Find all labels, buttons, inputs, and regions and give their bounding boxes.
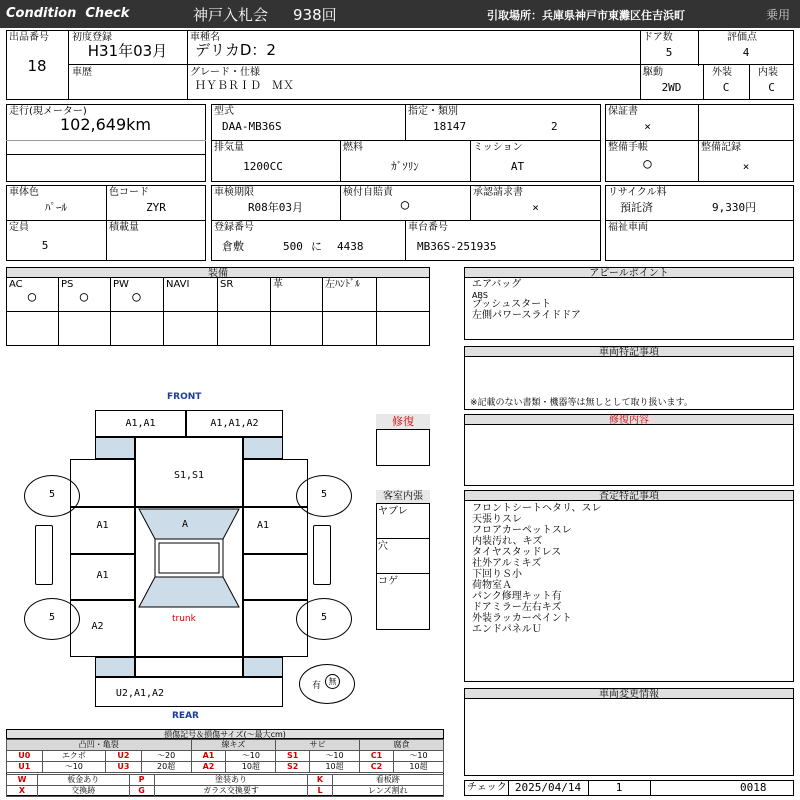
first-reg-label: 初度登録 (72, 32, 112, 43)
plate-class: 500 (283, 240, 303, 253)
manual-value: ○ (643, 156, 652, 172)
legend-group-dent: 凸凹・亀裂 (7, 740, 192, 751)
legend-title: 損傷記号＆損傷サイズ(〜最大cm) (6, 729, 444, 739)
chassis-label: 車台番号 (408, 222, 448, 233)
plate-area: 倉敷 (222, 240, 244, 253)
legend-desc: 〜10 (394, 751, 444, 762)
fuel-value: ｶﾞｿﾘﾝ (391, 160, 419, 173)
recycle-fee: 9,330円 (712, 201, 757, 214)
pickup-location: 引取場所：兵庫県神戸市東灘区住吉浜町 (487, 9, 685, 22)
equip-ac-label: AC (9, 279, 23, 290)
hood-damage: S1,S1 (173, 470, 205, 481)
legend-code: U0 (7, 751, 43, 762)
trunk-label: trunk (172, 614, 196, 624)
displacement-label: 排気量 (214, 142, 244, 153)
right-rear-door (243, 554, 308, 600)
equip-navi-label: NAVI (166, 279, 190, 290)
appeal-line-3: プッシュスタート (472, 299, 552, 310)
plate-number: 4438 (337, 240, 364, 253)
record-label: 整備記録 (701, 142, 741, 153)
left-rear-quarter-damage: A2 (91, 621, 104, 632)
insp-note-2: 天張りスレ (472, 514, 522, 525)
insp-note-8: 荷物室Ａ (472, 580, 512, 591)
insp-note-9: パンク修理キット有 (472, 591, 562, 602)
first-reg-value: H31年03月 (87, 42, 168, 60)
tire-rear-left-depth: 5 (48, 612, 56, 623)
inspection-value: R08年03月 (247, 201, 304, 214)
approval-value: × (532, 201, 539, 214)
insurance-value: ○ (400, 197, 410, 213)
insp-note-4: 内装汚れ、キズ (472, 536, 543, 547)
legend-desc: 板金あり (37, 775, 129, 786)
class-value: 2 (551, 120, 558, 133)
legend-code: W (7, 775, 38, 786)
designation-label: 指定・類別 (408, 106, 458, 117)
designation-value: 18147 (433, 120, 467, 133)
spare-tire-icon: 無 (325, 674, 340, 689)
legend-group-scratch: 線キズ (191, 740, 276, 751)
tire-front-left-depth: 5 (48, 489, 56, 500)
lot-session: 938回 (293, 6, 337, 24)
appeal-line-4: 左側パワースライドドア (472, 310, 581, 321)
chassis-value: MB36S-251935 (417, 240, 497, 253)
legend-desc: 10超 (394, 762, 444, 773)
doors-value: 5 (665, 46, 673, 59)
color-code-value: ZYR (146, 201, 166, 214)
legend-desc: 〜10 (42, 762, 106, 773)
spare-tire-label: 有 (312, 681, 322, 691)
appeal-line-2: ABS (472, 291, 488, 300)
repair-contents-title: 修復内容 (464, 414, 794, 425)
legend-group-corrosion: 腐食 (360, 740, 444, 751)
legend-code: S1 (276, 751, 310, 762)
windshield-damage: A (181, 519, 189, 530)
legend-code: A2 (191, 762, 226, 773)
cabin-row-2: 穴 (378, 541, 388, 552)
equip-ac-value: ○ (27, 289, 37, 305)
type-value: DAA-MB36S (222, 120, 282, 133)
model-name: デリカD：2 (195, 41, 276, 59)
history-label: 車歴 (72, 67, 92, 78)
inspection-notes-title: 査定特記事項 (464, 490, 794, 501)
mileage-value: 102,649km (60, 115, 152, 134)
tire-front-right-depth: 5 (320, 489, 328, 500)
check-date: 2025/04/14 (514, 781, 582, 794)
category-label: 乗用 (766, 8, 791, 22)
mission-value: AT (510, 160, 525, 173)
cabin-row-3: コゲ (378, 576, 398, 587)
recycle-label: リサイクル料 (608, 187, 667, 198)
front-left-fender-shade (95, 437, 135, 459)
legend-code: C2 (360, 762, 394, 773)
color-code-label: 色コード (109, 187, 149, 198)
equip-ps-value: ○ (79, 289, 89, 305)
right-front-door-damage: A1 (256, 520, 270, 531)
legend-code: K (308, 775, 332, 786)
color-value: ﾊﾟｰﾙ (45, 201, 67, 214)
recycle-status: 預託済 (620, 201, 653, 214)
exterior-label: 外装 (712, 67, 732, 78)
insp-note-7: 下回りＳ小 (472, 569, 522, 580)
rear-left-shade (95, 657, 135, 677)
doors-label: ドア数 (643, 32, 673, 43)
inspection-label: 車検期限 (214, 187, 254, 198)
legend-desc: 交換跡 (37, 786, 129, 797)
legend-desc: 看板跡 (332, 775, 443, 786)
legend-code: U2 (106, 751, 142, 762)
lot-number-label: 出品番号 (9, 32, 49, 43)
legend-code: U1 (7, 762, 43, 773)
fuel-label: 燃料 (343, 142, 363, 153)
front-right-panel-damage: A1,A1,A2 (210, 418, 259, 429)
equipment-title: 装備 (6, 267, 430, 278)
color-label: 車体色 (9, 187, 39, 198)
legend-bottom-table (6, 774, 444, 797)
insp-note-3: フロアカーペットスレ (472, 525, 572, 536)
rear-right-shade (243, 657, 283, 677)
equip-pw-label: PW (113, 279, 129, 290)
rear-bumper-damage: U2,A1,A2 (115, 688, 165, 699)
legend-desc: 〜20 (141, 751, 191, 762)
legend-code: P (129, 775, 154, 786)
equip-sr-label: SR (220, 279, 234, 290)
legend-code: X (7, 786, 38, 797)
legend-desc: 10超 (226, 762, 276, 773)
rear-label: REAR (172, 711, 199, 721)
cabin-title: 客室内張 (376, 490, 430, 504)
legend-code: U3 (106, 762, 142, 773)
legend-code: G (129, 786, 154, 797)
left-front-door-damage: A1 (96, 520, 109, 531)
insp-note-10: ドアミラー左右キズ (472, 602, 562, 613)
legend-desc: ガラス交換要す (154, 786, 308, 797)
equip-ps-label: PS (61, 279, 74, 290)
legend-desc: エクボ (42, 751, 106, 762)
equip-lhd-label: 左ﾊﾝﾄﾞﾙ (325, 279, 360, 290)
front-left-panel-damage: A1,A1 (125, 418, 156, 429)
capacity-value: 5 (41, 239, 49, 252)
brand-label: Condition Check (6, 6, 130, 21)
legend-code: A1 (191, 751, 226, 762)
score-label: 評価点 (727, 32, 757, 43)
cabin-row-1: ヤブレ (378, 506, 408, 517)
left-rear-door-damage: A1 (96, 570, 109, 581)
equip-pw-value: ○ (132, 289, 141, 305)
check-count: 1 (615, 781, 623, 794)
approval-label: 承認請求書 (473, 187, 523, 198)
score-value: 4 (742, 46, 750, 59)
insp-note-12: エンドパネルＵ (472, 624, 542, 635)
left-mirror (35, 525, 53, 585)
grade-label: グレード・仕様 (190, 67, 260, 78)
change-info-box (464, 688, 794, 776)
legend-code: C1 (360, 751, 394, 762)
right-mirror (313, 525, 331, 585)
interior-value: C (768, 81, 775, 94)
notes-title: 車両特記事項 (464, 346, 794, 357)
drive-label: 駆動 (643, 67, 663, 78)
exterior-value: C (722, 81, 730, 94)
notes-footer: ※記載のない書類・機器等は無しとして取り扱います。 (470, 398, 693, 408)
manual-label: 整備手帳 (608, 142, 648, 153)
insurance-label: 検付自賠責 (343, 187, 393, 198)
legend-code: L (308, 786, 332, 797)
appeal-line-1: エアバッグ (472, 279, 522, 290)
mission-label: ミッション (473, 142, 523, 153)
capacity-label: 定員 (9, 222, 29, 233)
load-label: 積載量 (109, 222, 139, 233)
record-value: × (742, 160, 750, 173)
insp-note-1: フロントシートヘタリ、スレ (472, 503, 602, 514)
insp-note-6: 社外アルミキズ (472, 558, 542, 569)
legend-desc: 〜10 (310, 751, 360, 762)
drive-value: 2WD (661, 81, 682, 94)
mileage-label: 走行(現メーター) (9, 106, 87, 117)
legend-table (6, 739, 444, 773)
check-label: チェック (467, 782, 507, 793)
rear-gate (135, 657, 243, 677)
check-code: 0018 (740, 781, 767, 794)
auction-name: 神戸入札会 (193, 6, 269, 24)
legend-desc: 10超 (310, 762, 360, 773)
front-right-fender-shade (243, 437, 283, 459)
plate-kana: に (311, 240, 322, 253)
welfare-label: 福祉車両 (608, 222, 648, 233)
change-info-title: 車両変更情報 (464, 688, 794, 699)
appeal-title: アピールポイント (464, 267, 794, 278)
plate-label: 登録番号 (214, 222, 254, 233)
warranty-value: × (644, 120, 651, 133)
legend-desc: 20超 (141, 762, 191, 773)
equip-leather-label: 革 (273, 279, 283, 290)
grade-value: ＨＹＢＲＩＤ ＭＸ (195, 79, 294, 92)
legend-desc: 塗装あり (154, 775, 308, 786)
warranty-label: 保証書 (608, 106, 638, 117)
tire-rear-right-depth: 5 (320, 612, 328, 623)
legend-code: S2 (276, 762, 310, 773)
repair-title: 修復 (376, 414, 430, 430)
insp-note-11: 外装ラッカーペイント (472, 613, 572, 624)
type-label: 型式 (214, 106, 234, 117)
interior-label: 内装 (758, 67, 778, 78)
model-name-label: 車種名 (190, 32, 220, 43)
front-label: FRONT (167, 392, 202, 402)
legend-group-rust: サビ (276, 740, 360, 751)
lot-number: 18 (27, 57, 47, 75)
legend-desc: レンズ割れ (332, 786, 443, 797)
insp-note-5: タイヤスタッドレス (472, 547, 562, 558)
displacement-value: 1200CC (243, 160, 283, 173)
legend-desc: 〜10 (226, 751, 276, 762)
